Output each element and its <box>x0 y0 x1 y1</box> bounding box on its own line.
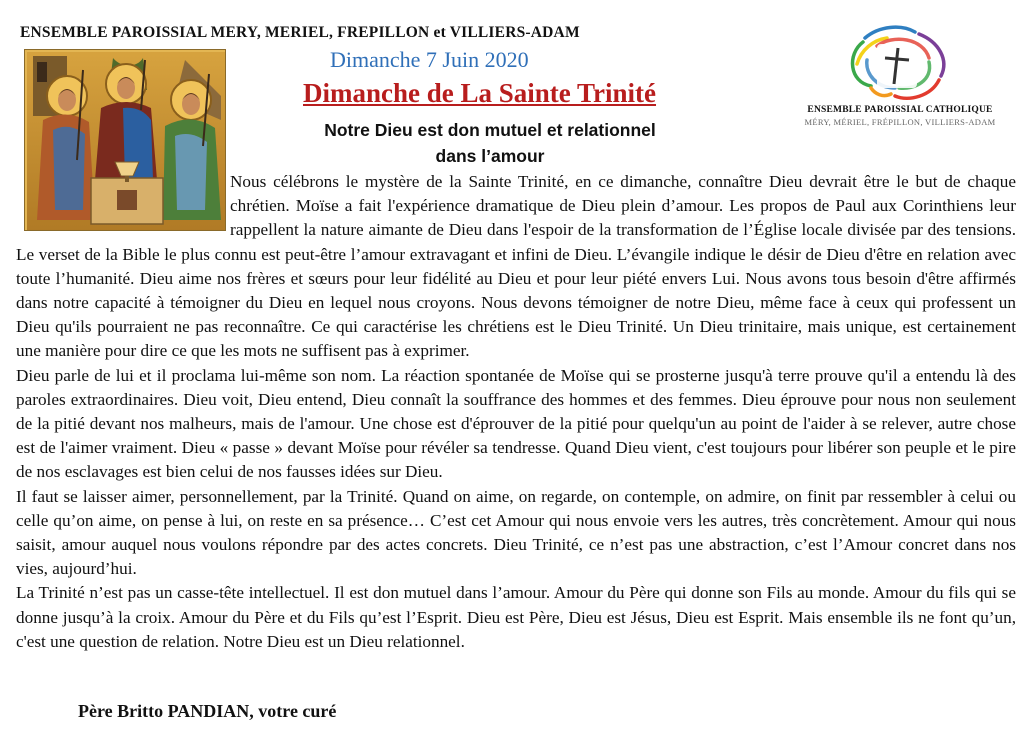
parish-logo <box>795 24 1005 134</box>
parish-header: ENSEMBLE PAROISSIAL MERY, MERIEL, FREPILLON et VILLIERS-ADAM <box>20 24 580 41</box>
subtitle-line-2: dans l’amour <box>435 146 545 166</box>
cross-logo-icon <box>843 24 953 102</box>
paragraph-4: La Trinité n’est pas un casse-tête intellectuel. Il est don mutuel dans l’amour. Amour du Père qui donne son Fils au monde. Amour du fils qui se donne jusqu’à la croix. Amour du Père et du Fils qu’est l’Esprit. Dieu est Père, Dieu est Jésus, Dieu est Esprit. Mais ensemble ils ne font qu’un, c'est une question de relation. Notre Dieu est un Dieu relationnel. <box>16 583 1016 651</box>
paragraph-2: Dieu parle de lui et il proclama lui-même son nom. La réaction spontanée de Moïse qui se prosterne jusqu'à terre prouve qu'il a entendu là des paroles extraordinaires. Dieu voit, Dieu entend, Dieu connaît la souffrance des hommes et des femmes. Dieu éprouve pour nous non seulement de la pitié devant nos malheurs, mais de l'amour. Une chose est d'éprouver de la pitié pour quelqu'un au point de l'aider à se relever, autre chose est de l'aimer vraiment. Dieu « passe » devant Moïse pour révéler sa tendresse. Quand Dieu vient, c'est toujours pour libérer son peuple et le pire de nos esclavages est bien celui de nos fausses idées sur Dieu. <box>16 365 1016 482</box>
paragraph-1: Nous célébrons le mystère de la Sainte Trinité, en ce dimanche, connaître Dieu devrait être le but de chaque chrétien. Moïse a fait l'expérience dramatique de Dieu plein d’amour. Les propos de Paul aux Corinthiens leur rappellent la nature aimante de Dieu dans l'espoir de la transformation de l’Église locale divisée par des tensions. Le verset de la Bible le plus connu est peut-être l’amour extravagant et infini de Dieu. L’évangile indique le désir de Dieu d'être en relation avec toute l’humanité. Dieu aime nos frères et sœurs pour leur fidélité au Dieu et pour leur piété envers Lui. Nous avons tous besoin d'être affirmés dans notre capacité à témoigner du Dieu en lequel nous croyons. Nous devons témoigner de notre Dieu, même face à ceux qui professent un Dieu qu'ils pourraient ne pas reconnaître. Ce qui caractérise les chrétiens est le Dieu Trinité. Un Dieu trinitaire, mais unique, est certainement une manière pour dire ce que les mots ne suffisent pas à exprimer. <box>16 172 1016 361</box>
article-body <box>16 170 1016 654</box>
subtitle <box>280 117 700 169</box>
page-title: Dimanche de La Sainte Trinité <box>303 78 657 108</box>
logo-title: ENSEMBLE PAROISSIAL CATHOLIQUE <box>807 105 993 115</box>
date: Dimanche 7 Juin 2020 <box>330 47 529 72</box>
paragraph-3: Il faut se laisser aimer, personnellement, par la Trinité. Quand on aime, on regarde, on contemple, on admire, on finit par ressembler à celui ou celle qu’on aime, on pense à lui, on reste en sa présence… C’est cet Amour qui nous envoie vers les autres, très concrètement. Amour qui nous saisit, amour auquel nous voulons répondre par des actes concrets. Dieu Trinité, ce n’est pas une abstraction, c’est l’Amour concret dans nos vies, aujourd’hui. <box>16 486 1016 579</box>
logo-subtitle: MÉRY, MÉRIEL, FRÉPILLON, VILLIERS-ADAM <box>804 117 996 127</box>
signature: Père Britto PANDIAN, votre curé <box>78 701 337 721</box>
image-wrap-space <box>16 170 230 242</box>
subtitle-line-1: Notre Dieu est don mutuel et relationnel <box>324 120 656 140</box>
